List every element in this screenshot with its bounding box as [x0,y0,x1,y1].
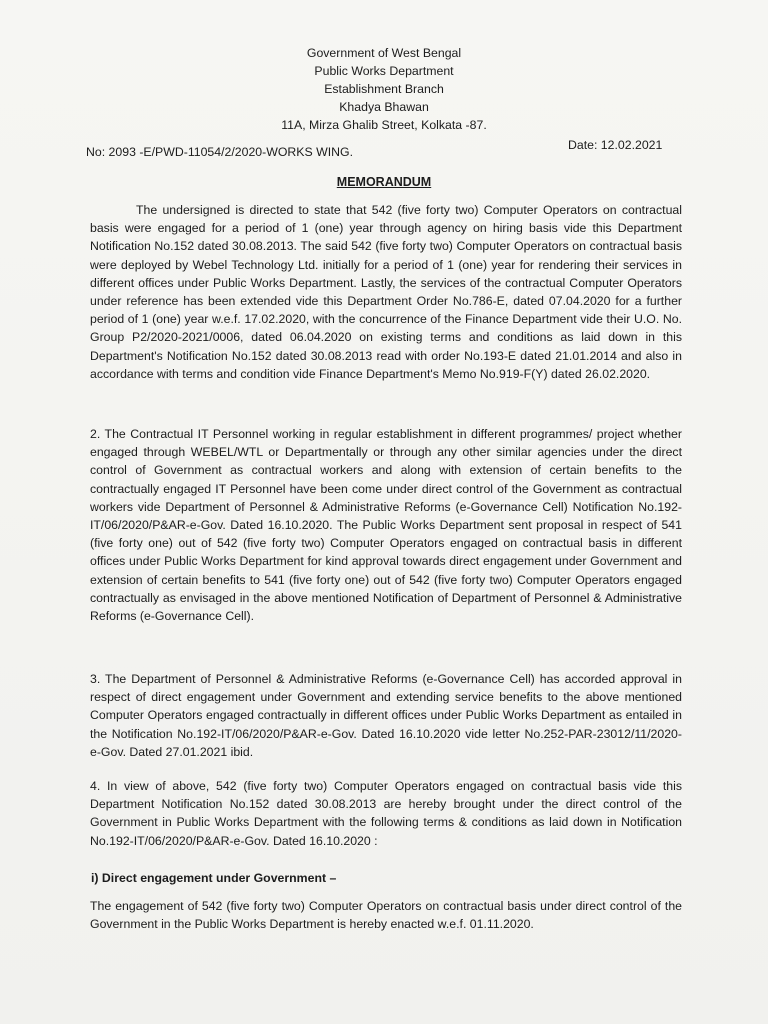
paragraph-5: The engagement of 542 (five forty two) Computer Operators on contractual basis under direct control of the Government in the Public Works Department is hereby enacted w.e.f. 01.11.2020. [90,899,682,932]
reference-number: No: 2093 -E/PWD-11054/2/2020-WORKS WING. [86,145,353,159]
letterhead-address: 11A, Mirza Ghalib Street, Kolkata -87. [281,118,487,132]
paragraph-2: 2. The Contractual IT Personnel working in regular establishment in different programmes/ project whether engaged through WEBEL/WTL or Departmentally or through any other similar agencies under the direct control of Government as contractual workers and along with extension of certain benefits to the contractually engaged IT Personnel have been come under direct control of the Government as contractual workers vide Department of Personnel & Administrative Reforms (e-Governance Cell) Notification No.192-IT/06/2020/P&AR-e-Gov. Dated 16.10.2020. The Public Works Department sent proposal in respect of 541 (five forty one) out of 542 (five forty two) Computer Operators engaged on contractual basis in different offices under Public Works Department for kind approval towards direct engagement under Government and extension of certain benefits to 541 (five forty one) out of 542 (five forty two) Computer Operators engaged contractually as envisaged in the above mentioned Notification of Department of Personnel & Administrative Reforms (e-Governance Cell). [90,427,682,624]
memo-title: MEMORANDUM [336,175,432,189]
paragraph-3: 3. The Department of Personnel & Administrative Reforms (e-Governance Cell) has accorded approval in respect of direct engagement under Government and extending service benefits to the above mentioned Computer Operators engaged contractually in different offices under Public Works Department as entailed in the Notification No.192-IT/06/2020/P&AR-e-Gov. Dated 16.10.2020 vide letter No.252-PAR-23012/11/2020-e-Gov. Dated 27.01.2021 ibid. [90,672,682,759]
letterhead [0,44,768,134]
paragraph-4: 4. In view of above, 542 (five forty two) Computer Operators engaged on contractual basis vide this Department Notification No.152 dated 30.08.2013 are hereby brought under the direct control of the Government in Public Works Department with the following terms & conditions as laid down in Notification No.192-IT/06/2020/P&AR-e-Gov. Dated 16.10.2020 : [90,779,682,848]
letterhead-department: Public Works Department [314,64,454,78]
letterhead-government: Government of West Bengal [306,46,462,60]
memo-title-wrapper [0,175,768,189]
paragraph-1: The undersigned is directed to state that 542 (five forty two) Computer Operators on contractual basis were engaged for a period of 1 (one) year through agency on hiring basis vide this Department Notification No.152 dated 30.08.2013. The said 542 (five forty two) Computer Operators on contractual basis were deployed by Webel Technology Ltd. initially for a period of 1 (one) year for rendering their services in different offices under Public Works Department. Lastly, the services of the contractual Computer Operators under reference has been extended vide this Department Order No.786-E, dated 07.04.2020 for a further period of 1 (one) year w.e.f. 17.02.2020, with the concurrence of the Finance Department vide their U.O. No. Group P2/2020-2021/0006, dated 06.04.2020 on existing terms and conditions as laid down in this Department's Notification No.152 dated 30.08.2013 read with order No.193-E dated 21.01.2014 and also in accordance with terms and condition vide Finance Department's Memo No.919-F(Y) dated 26.02.2020. [90,203,682,381]
section-heading-direct-engagement: i) Direct engagement under Government – [91,871,337,885]
letterhead-branch: Establishment Branch [324,82,444,96]
memo-date: Date: 12.02.2021 [568,138,663,152]
letterhead-building: Khadya Bhawan [339,100,429,114]
